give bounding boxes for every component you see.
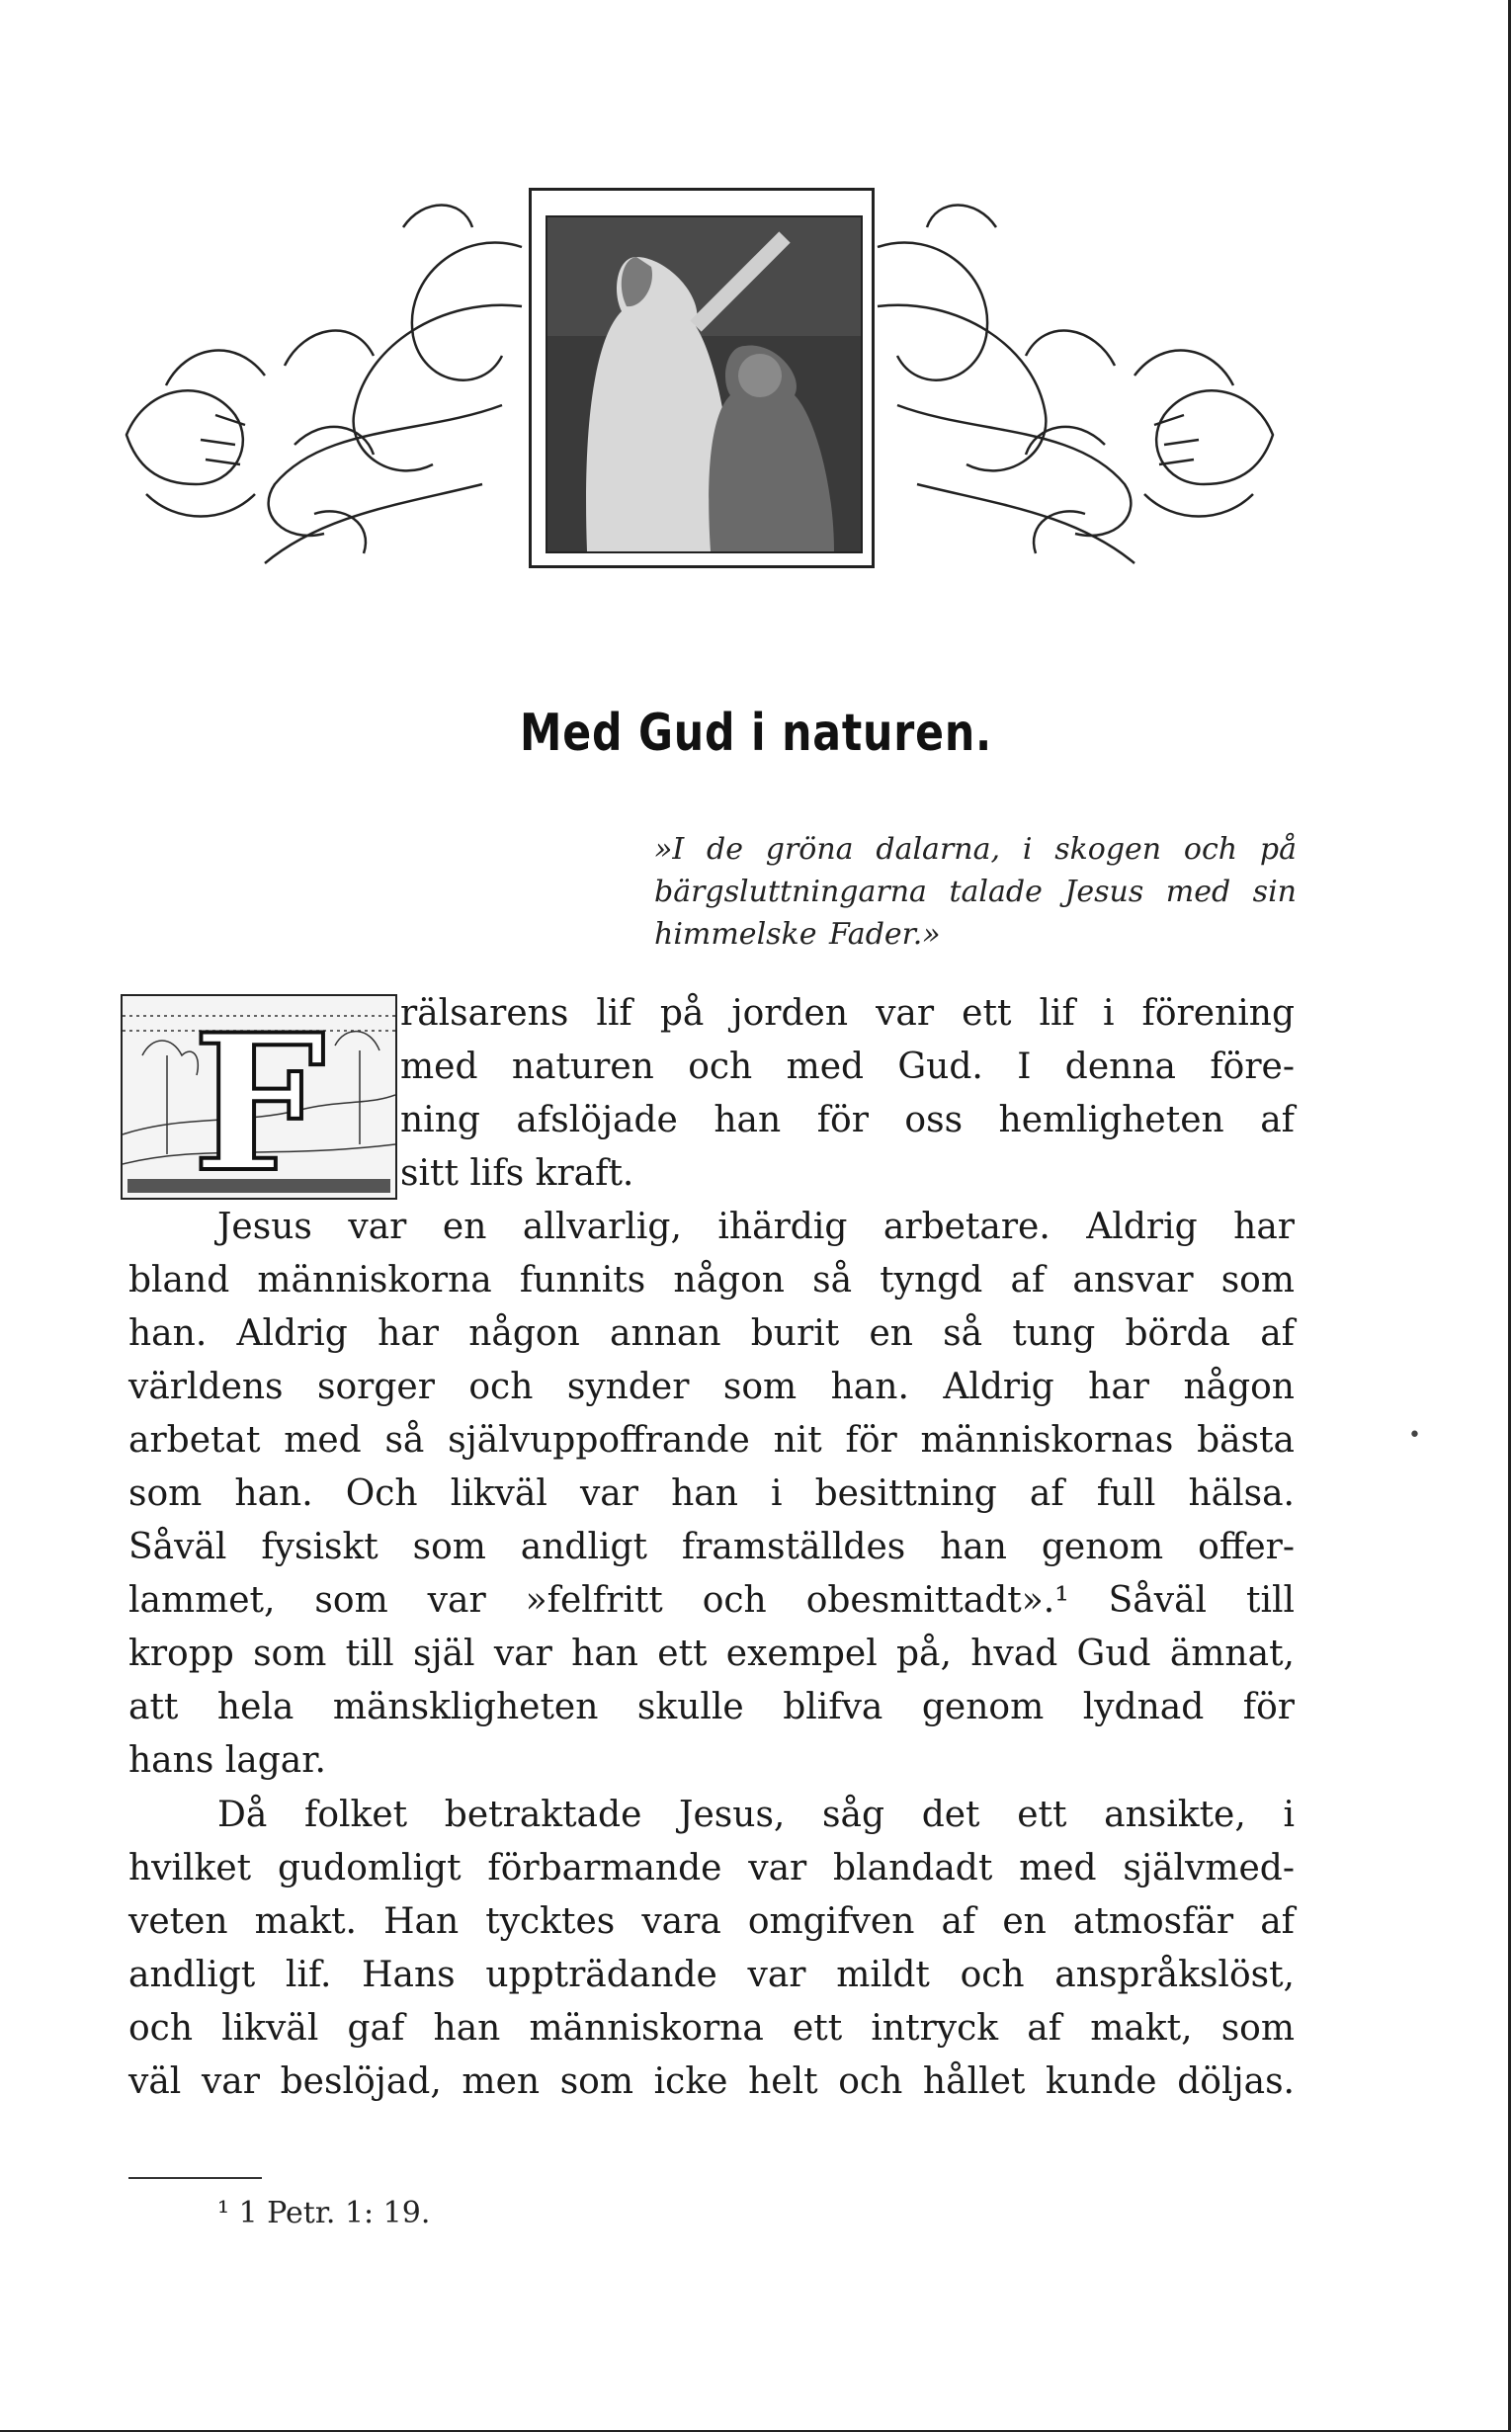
text-line: med naturen och med Gud. I denna före-	[400, 1047, 1295, 1087]
text-line: väl var beslöjad, men som icke helt och hållet kunde döljas.	[128, 2061, 1295, 2102]
text-line: Jesus var en allvarlig, ihärdig arbetare. Aldrig har	[217, 1207, 1295, 1247]
text-line: bland människorna funnits någon så tyngd af ansvar som	[128, 1260, 1295, 1300]
epigraph-line: bärgsluttningarna talade Jesus med sin	[654, 875, 1297, 909]
text-line: och likväl gaf han människorna ett intryck af makt, som	[128, 2008, 1295, 2049]
text-line: han. Aldrig har någon annan burit en så tung börda af	[128, 1313, 1295, 1354]
epigraph-line: himmelske Fader.»	[654, 917, 941, 952]
opening-paragraph	[400, 987, 1295, 1201]
footnote: ¹ 1 Petr. 1: 19.	[217, 2196, 431, 2230]
illustration-jesus-teaching	[546, 215, 863, 553]
text-line: kropp som till själ var han ett exempel på, hvad Gud ämnat,	[128, 1634, 1295, 1674]
text-line: att hela mänskligheten skulle blifva genom lydnad för	[128, 1687, 1295, 1727]
text-line: Såväl fysiskt som andligt framställdes han genom offer-	[128, 1527, 1295, 1567]
text-line: Då folket betraktade Jesus, såg det ett ansikte, i	[217, 1795, 1295, 1835]
epigraph-line: »I de gröna dalarna, i skogen och på	[654, 832, 1297, 867]
epigraph	[654, 828, 1297, 956]
footnote-divider	[128, 2177, 262, 2179]
text-line: hans lagar.	[128, 1740, 326, 1781]
text-line: världens sorger och synder som han. Aldrig har någon	[128, 1367, 1295, 1407]
text-line: rälsarens lif på jorden var ett lif i förening	[400, 993, 1295, 1034]
chapter-title: Med Gud i naturen.	[519, 704, 993, 763]
drop-capital	[121, 994, 397, 1200]
text-line: veten makt. Han tycktes vara omgifven af en atmosfär af	[128, 1901, 1295, 1942]
paragraph-2	[128, 1201, 1295, 1788]
text-line: hvilket gudomligt förbarmande var blandadt med självmed-	[128, 1848, 1295, 1888]
text-line: arbetat med så självuppoffrande nit för människornas bästa	[128, 1420, 1295, 1461]
text-line: ning afslöjade han för oss hemligheten af	[400, 1100, 1295, 1140]
text-line: sitt lifs kraft.	[400, 1153, 634, 1194]
text-line: andligt lif. Hans uppträdande var mildt och anspråkslöst,	[128, 1955, 1295, 1995]
text-line: lammet, som var »felfritt och obesmittadt».¹ Såväl till	[128, 1580, 1295, 1621]
illustration-frame	[529, 188, 875, 568]
drop-capital-letter: F	[192, 996, 326, 1198]
text-line: som han. Och likväl var han i besittning af full hälsa.	[128, 1473, 1295, 1514]
margin-dot: •	[1408, 1423, 1421, 1448]
paragraph-3	[128, 1789, 1295, 2109]
